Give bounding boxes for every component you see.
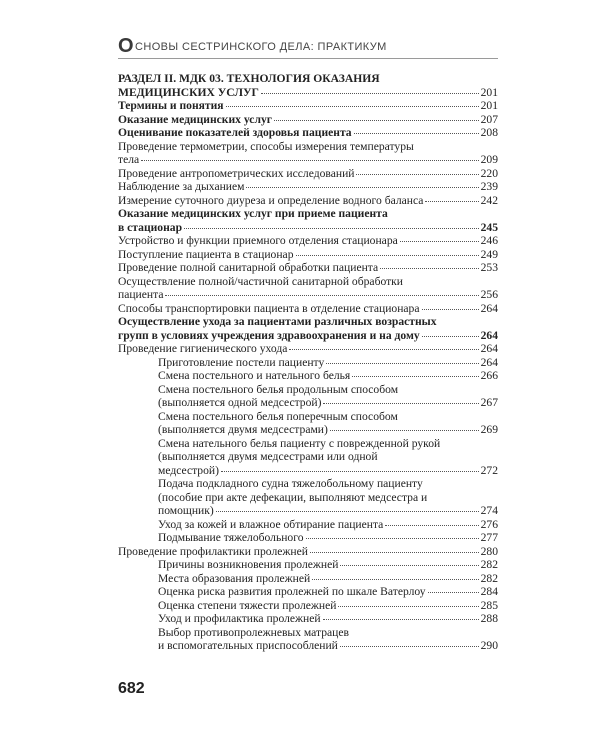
header-title: СНОВЫ СЕСТРИНСКОГО ДЕЛА: ПРАКТИКУМ (135, 41, 387, 53)
toc-entry[interactable]: Наблюдение за дыханием 239 (118, 180, 498, 193)
toc-entry[interactable]: Устройство и функции приемного отделения стационара 246 (118, 234, 498, 247)
toc-subentry[interactable]: Места образования пролежней 282 (158, 571, 498, 585)
toc-entry[interactable]: Оказание медицинских услуг 207 (118, 112, 498, 126)
toc-subentry[interactable]: Смена нательного белья пациенту с поврежденной рукой (выполняется двумя медсестрами или одной медсестрой) 272 (158, 436, 498, 477)
toc-subentry[interactable]: Смена постельного белья продольным способом (выполняется одной медсестрой) 267 (158, 382, 498, 409)
running-header (118, 36, 498, 59)
toc-subentry[interactable]: Оценка степени тяжести пролежней 285 (158, 598, 498, 612)
section-heading: РАЗДЕЛ II. МДК 03. ТЕХНОЛОГИЯ ОКАЗАНИЯ МЕДИЦИНСКИХ УСЛУГ 201 (118, 72, 498, 99)
toc-entry[interactable]: Проведение полной санитарной обработки пациента 253 (118, 261, 498, 274)
toc-entry[interactable]: Проведение гигиенического ухода 264 (118, 342, 498, 355)
toc-entry[interactable]: Проведение антропометрических исследований 220 (118, 166, 498, 180)
table-of-contents (118, 72, 498, 653)
toc-subentry[interactable]: Смена постельного белья поперечным способом (выполняется двумя медсестрами) 269 (158, 409, 498, 436)
toc-subentry[interactable]: Уход и профилактика пролежней 288 (158, 612, 498, 625)
header-initial-letter: О (118, 35, 134, 57)
page-number: 682 (118, 680, 145, 697)
toc-entry[interactable]: Оценивание показателей здоровья пациента 208 (118, 126, 498, 139)
toc-entry[interactable]: Способы транспортировки пациента в отделение стационара 264 (118, 301, 498, 315)
toc-subentry[interactable]: Уход за кожей и влажное обтирание пациента 276 (158, 517, 498, 531)
toc-entry[interactable]: Поступление пациента в стационар 249 (118, 247, 498, 261)
toc-subentry[interactable]: Выбор противопролежневых матрацев и вспомогательных приспособлений 290 (158, 625, 498, 652)
toc-entry[interactable]: Оказание медицинских услуг при приеме пациента в стационар 245 (118, 207, 498, 234)
toc-entry[interactable]: Осуществление полной/частичной санитарной обработки пациента 256 (118, 274, 498, 301)
toc-subentry[interactable]: Подача подкладного судна тяжелобольному пациенту (пособие при акте дефекации, выполняют медсестра и помощник) 274 (158, 477, 498, 517)
toc-entry[interactable]: Осуществление ухода за пациентами различных возрастных групп в условиях учреждения здравоохранения и на дому 264 (118, 315, 498, 342)
toc-entry[interactable]: Проведение термометрии, способы измерения температуры тела 209 (118, 139, 498, 166)
toc-subentry[interactable]: Приготовление постели пациенту 264 (158, 355, 498, 369)
toc-subentry[interactable]: Причины возникновения пролежней 282 (158, 558, 498, 571)
toc-entry[interactable]: Термины и понятия 201 (118, 99, 498, 112)
toc-entry[interactable]: Проведение профилактики пролежней 280 (118, 544, 498, 558)
toc-subentry[interactable]: Смена постельного и нательного белья 266 (158, 369, 498, 382)
toc-subentry[interactable]: Оценка риска развития пролежней по шкале Ватерлоу 284 (158, 585, 498, 598)
toc-subentry[interactable]: Подмывание тяжелобольного 277 (158, 531, 498, 544)
toc-entry[interactable]: Измерение суточного диуреза и определение водного баланса 242 (118, 193, 498, 207)
